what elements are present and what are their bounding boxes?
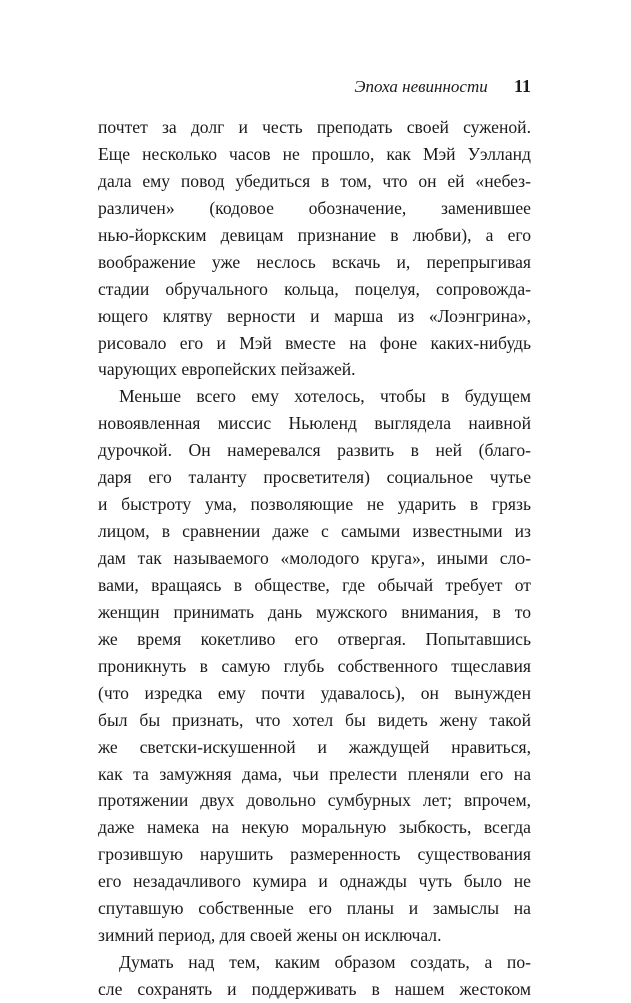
text-line: как та замужняя дама, чьи прелести пленяли его на — [98, 763, 531, 784]
text-line: новоявленная миссис Ньюленд выглядела наивной — [98, 413, 531, 434]
text-line: и быстроту ума, позволяющие не ударить в грязь — [98, 494, 531, 515]
text-line: дурочкой. Он намеревался развить в ней (благо- — [98, 440, 531, 461]
text-line: Еще несколько часов не прошло, как Мэй Уэлланд — [98, 143, 531, 164]
paragraph — [98, 949, 531, 1003]
text-line: даря его таланту просветителя) социальное чутье — [98, 467, 531, 488]
text-line: различен» (кодовое обозначение, заменившее — [98, 197, 531, 218]
paragraph — [98, 114, 531, 383]
paragraph — [98, 383, 531, 949]
text-line: спутавшую собственные его планы и замыслы на — [98, 898, 531, 919]
running-header — [98, 76, 531, 100]
text-line: лицом, в сравнении даже с самыми известными из — [98, 521, 531, 542]
text-line: Меньше всего ему хотелось, чтобы в будущем — [119, 386, 531, 407]
text-line: Думать над тем, каким образом создать, а по- — [119, 952, 531, 973]
text-line: почтет за долг и честь преподать своей суженой. — [98, 117, 531, 137]
text-line: чарующих европейских пейзажей. — [98, 359, 356, 380]
text-line: грозившую нарушить размеренность существования — [98, 844, 531, 865]
text-line: его незадачливого кумира и однажды чуть было не — [98, 871, 531, 892]
text-line: рисовало его и Мэй вместе на фоне каких-нибудь — [98, 332, 531, 353]
text-line: ющего клятву верности и марша из «Лоэнгрина», — [98, 305, 531, 326]
page-number: 11 — [513, 76, 531, 96]
text-line: (что изредка ему почти удавалось), он вынужден — [98, 682, 531, 703]
text-line: воображение уже неслось вскачь и, перепрыгивая — [98, 251, 531, 272]
text-line: проникнуть в самую глубь собственного тщеславия — [98, 655, 531, 676]
text-line: женщин принимать дань мужского внимания, в то — [98, 601, 531, 622]
text-line: даже намека на некую моральную зыбкость, всегда — [98, 817, 531, 838]
text-line: был бы признать, что хотел бы видеть жену такой — [98, 709, 531, 730]
book-title: Эпоха невинности — [354, 77, 488, 96]
text-line: же светски-искушенной и жаждущей нравиться, — [98, 736, 531, 757]
text-line: дам так называемого «молодого круга», иными сло- — [98, 548, 531, 568]
text-line: зимний период, для своей жены он исключал. — [98, 925, 442, 946]
text-line: дала ему повод убедиться в том, что он ей «небез- — [98, 170, 531, 191]
text-line: вами, вращаясь в обществе, где обычай требует от — [98, 574, 531, 595]
text-line: сле сохранять и поддерживать в нашем жестоком — [98, 979, 531, 999]
text-line: нью-йоркским девицам признание в любви), а его — [98, 224, 531, 245]
text-line: протяжении двух довольно сумбурных лет; впрочем, — [98, 790, 531, 811]
body-text — [98, 114, 531, 1003]
text-line: же время кокетливо его отвергая. Попытавшись — [98, 628, 531, 649]
text-line: стадии обручального кольца, поцелуя, сопровожда- — [98, 278, 531, 299]
